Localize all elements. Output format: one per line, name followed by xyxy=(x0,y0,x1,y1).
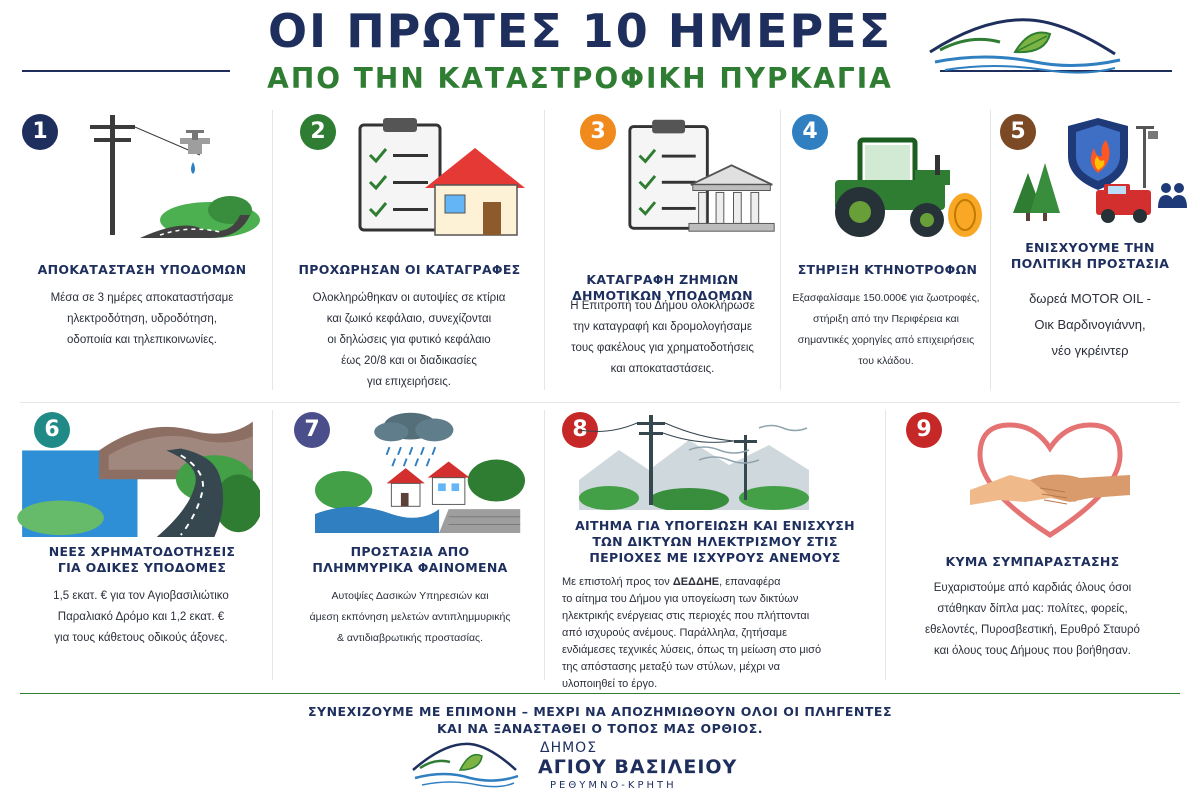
title-line: ΔΗΜΟΤΙΚΩΝ ΥΠΟΔΟΜΩΝ xyxy=(572,288,753,303)
body-line: νέο γκρέιντερ xyxy=(1051,343,1129,358)
body-line: από ισχυρούς ανέμους. Παράλληλα, ζητήσαμε xyxy=(562,627,788,639)
power-lines-wind-icon xyxy=(578,410,810,510)
body-line: για τους κάθετους οδικούς άξονες. xyxy=(54,632,228,644)
title-line: ΠΛΗΜΜΥΡΙΚΑ ΦΑΙΝΟΜΕΝΑ xyxy=(312,560,508,575)
body-text: Με επιστολή προς τον xyxy=(562,576,673,588)
body-line: Εξασφαλίσαμε 150.000€ για ζωοτροφές, xyxy=(792,292,980,304)
card-title: ΚΥΜΑ ΣΥΜΠΑΡΑΣΤΑΣΗΣ xyxy=(945,554,1120,569)
title-line: ΤΩΝ ΔΙΚΤΥΩΝ ΗΛΕΚΤΡΙΣΜΟΥ ΣΤΙΣ xyxy=(592,534,838,549)
civil-protection-shield-truck-icon xyxy=(1008,118,1188,228)
card-title: ΣΤΗΡΙΞΗ ΚΤΗΝΟΤΡΟΦΩΝ xyxy=(797,262,978,277)
card-body xyxy=(280,288,538,393)
card-body xyxy=(890,578,1175,662)
divider xyxy=(544,110,545,390)
step-number: 2 xyxy=(300,114,336,150)
municipality-prefix: ΔΗΜΟΣ xyxy=(540,740,598,756)
step-number: 3 xyxy=(580,114,616,150)
body-line: το αίτημα του Δήμου για υπογείωση των δικτύων xyxy=(562,593,799,605)
card-body xyxy=(562,574,880,693)
card-body xyxy=(15,586,267,649)
title-line: ΚΑΤΑΓΡΑΦΗ ΖΗΜΙΩΝ xyxy=(586,272,739,287)
card-body xyxy=(786,288,986,372)
card-title xyxy=(22,544,262,576)
header-rule-left xyxy=(22,70,230,72)
body-line: έως 20/8 και οι διαδικασίες xyxy=(341,355,477,367)
footer-slogan-line2: ΚΑΙ ΝΑ ΞΑΝΑΣΤΑΘΕΙ Ο ΤΟΠΟΣ ΜΑΣ ΟΡΘΙΟΣ. xyxy=(436,721,764,736)
title-line: ΕΝΙΣΧΥΟΥΜΕ ΤΗΝ xyxy=(1025,240,1155,255)
body-line: ενδιάμεσες τεχνικές λύσεις, όπως τη μείωση στο μισό xyxy=(562,644,822,656)
card-title: ΠΡΟΧΩΡΗΣΑΝ ΟΙ ΚΑΤΑΓΡΑΦΕΣ xyxy=(298,262,521,277)
body-text: , επαναφέρα xyxy=(719,576,781,588)
divider xyxy=(272,110,273,390)
card-body xyxy=(550,296,775,380)
body-line: για επιχειρήσεις. xyxy=(367,376,451,388)
body-line: της απόστασης μεταξύ των στύλων, μέχρι να xyxy=(562,661,780,673)
body-line: εθελοντές, Πυροσβεστική, Ερυθρό Σταυρό xyxy=(925,624,1140,636)
body-line: Οικ Βαρδινογιάννη, xyxy=(1034,317,1146,332)
divider xyxy=(544,410,545,680)
body-line: ηλεκτρικής ενέργειας στις περιοχές που πλήττονται xyxy=(562,610,810,622)
divider xyxy=(272,410,273,680)
divider xyxy=(20,402,1180,403)
title-line: ΓΙΑ ΟΔΙΚΕΣ ΥΠΟΔΟΜΕΣ xyxy=(57,560,227,575)
body-line: και όλους τους Δήμους που βοήθησαν. xyxy=(933,645,1132,657)
body-line xyxy=(562,574,880,591)
rain-river-houses-icon xyxy=(315,406,525,536)
card-title xyxy=(995,240,1185,272)
body-line: & αντιδιαβρωτικής προστασίας. xyxy=(336,632,484,644)
card-title xyxy=(285,544,535,576)
deddie-emphasis: ΔΕΔΔΗΕ xyxy=(672,576,720,588)
body-line: δωρεά MOTOR OIL - xyxy=(1029,291,1151,306)
card-body xyxy=(280,586,540,649)
body-line: Ευχαριστούμε από καρδιάς όλους όσοι xyxy=(933,582,1132,594)
step-number: 7 xyxy=(294,412,330,448)
step-number: 5 xyxy=(1000,114,1036,150)
card-title xyxy=(555,518,875,566)
title-line: ΑΙΤΗΜΑ ΓΙΑ ΥΠΟΓΕΙΩΣΗ ΚΑΙ ΕΝΙΣΧΥΣΗ xyxy=(575,518,855,533)
step-number: 4 xyxy=(792,114,828,150)
step-number: 1 xyxy=(22,114,58,150)
clipboard-house-icon xyxy=(355,110,535,240)
body-line: Μέσα σε 3 ημέρες αποκαταστήσαμε xyxy=(50,292,234,304)
step-number: 9 xyxy=(906,412,942,448)
body-line: υλοποιηθεί το έργο. xyxy=(562,678,658,690)
body-line: οδοποιία και τηλεπικοινωνίες. xyxy=(67,334,217,346)
body-line: άμεση εκπόνηση μελετών αντιπλημμυρικής xyxy=(309,611,511,623)
power-pole-faucet-road-icon xyxy=(80,110,260,240)
step-number: 8 xyxy=(562,412,598,448)
clipboard-building-icon xyxy=(625,110,780,240)
step-number: 6 xyxy=(34,412,70,448)
title-line: ΠΕΡΙΟΧΕΣ ΜΕ ΙΣΧΥΡΟΥΣ ΑΝΕΜΟΥΣ xyxy=(589,550,841,565)
coastal-road-icon xyxy=(15,412,260,537)
card-body xyxy=(22,288,262,351)
municipality-region: ΡΕΘΥΜΝΟ-ΚΡΗΤΗ xyxy=(550,780,677,791)
body-line: και αποκαταστάσεις. xyxy=(610,363,715,375)
mountain-leaf-logo-icon xyxy=(410,738,520,790)
body-line: στάθηκαν δίπλα μας: πολίτες, φορείς, xyxy=(937,603,1128,615)
body-line: ηλεκτροδότηση, υδροδότηση, xyxy=(67,313,217,325)
tractor-haybale-icon xyxy=(815,130,985,240)
municipality-name: ΑΓΙΟΥ ΒΑΣΙΛΕΙΟΥ xyxy=(538,756,738,778)
body-line: και ζωικό κεφάλαιο, συνεχίζονται xyxy=(326,313,492,325)
body-line: του κλάδου. xyxy=(858,355,914,367)
body-line: Ολοκληρώθηκαν οι αυτοψίες σε κτίρια xyxy=(312,292,506,304)
mountain-leaf-logo-icon xyxy=(925,12,1125,82)
card-title: ΑΠΟΚΑΤΑΣΤΑΣΗ ΥΠΟΔΟΜΩΝ xyxy=(37,262,247,277)
body-line: οι δηλώσεις για φυτικό κεφάλαιο xyxy=(327,334,491,346)
divider xyxy=(780,110,781,390)
body-line: τους φακέλους για χρηματοδοτήσεις xyxy=(571,342,754,354)
body-line: σημαντικές χορηγίες από επιχειρήσεις xyxy=(797,334,975,346)
footer-rule xyxy=(20,693,1180,694)
title-line: ΝΕΕΣ ΧΡΗΜΑΤΟΔΟΤΗΣΕΙΣ xyxy=(48,544,236,559)
body-line: 1,5 εκατ. € για τον Αγιοβασιλιώτικο xyxy=(53,590,229,602)
page-title: ΟΙ ΠΡΩΤΕΣ 10 ΗΜΕΡΕΣ xyxy=(267,4,893,58)
card-body xyxy=(995,286,1185,364)
heart-handshake-icon xyxy=(970,420,1130,540)
body-line: Αυτοψίες Δασικών Υπηρεσιών και xyxy=(331,590,489,602)
body-line: Η Επιτροπή του Δήμου ολοκλήρωσε xyxy=(570,300,755,312)
divider xyxy=(885,410,886,680)
body-line: Παραλιακό Δρόμο και 1,2 εκατ. € xyxy=(57,611,225,623)
body-line: στήριξη από την Περιφέρεια και xyxy=(812,313,959,325)
divider xyxy=(990,110,991,390)
page-subtitle: ΑΠΟ ΤΗΝ ΚΑΤΑΣΤΡΟΦΙΚΗ ΠΥΡΚΑΓΙΑ xyxy=(267,62,893,95)
title-line: ΠΟΛΙΤΙΚΗ ΠΡΟΣΤΑΣΙΑ xyxy=(1010,256,1170,271)
title-line: ΠΡΟΣΤΑΣΙΑ ΑΠΟ xyxy=(350,544,470,559)
footer-slogan-line1: ΣΥΝΕΧΙΖΟΥΜΕ ΜΕ ΕΠΙΜΟΝΗ – ΜΕΧΡΙ ΝΑ ΑΠΟΖΗΜΙΩΘΟΥΝ ΟΛΟΙ ΟΙ ΠΛΗΓΕΝΤΕΣ xyxy=(308,704,892,719)
body-line: την καταγραφή και δρομολογήσαμε xyxy=(573,321,752,333)
